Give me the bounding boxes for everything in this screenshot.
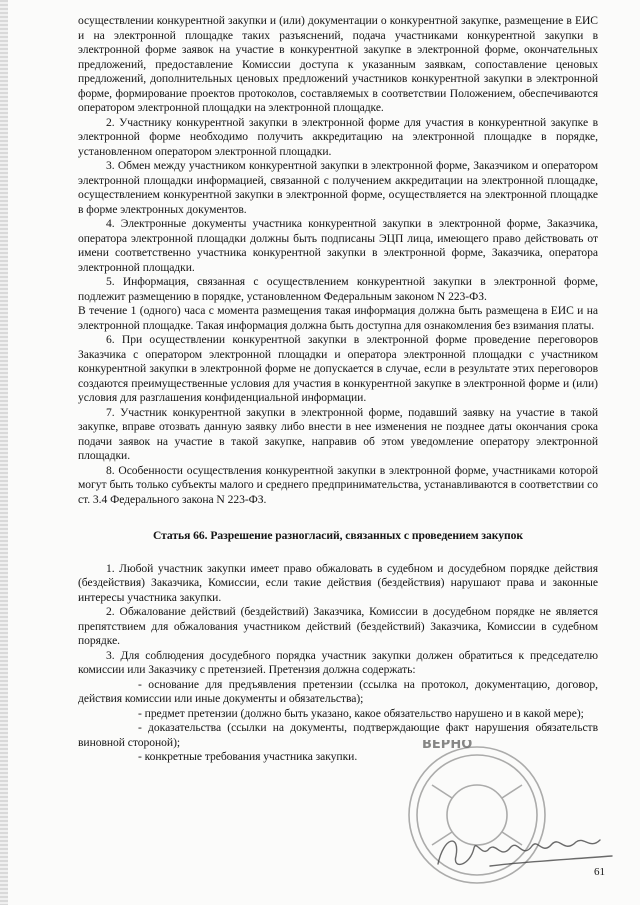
paragraph-12: 3. Для соблюдения досудебного порядка участник закупки должен обратиться к председателю комиссии или Заказчику с претензией. Претензия должна содержать: — [78, 648, 598, 676]
list-item-subject: - предмет претензии (должно быть указано, какое обязательство нарушено и в какой мере); — [138, 706, 584, 720]
paragraph-1: 2. Участнику конкурентной закупки в электронной форме для участия в конкурентной закупке в электронной форме необходимо получить аккредитацию на электронной площадке в порядке, установленном оператором электронной площадки. — [78, 115, 598, 158]
paragraph-10: 1. Любой участник закупки имеет право обжаловать в судебном и досудебном порядке действия (бездействия) Заказчика, Комиссии, если такие действия (бездействия) нарушают права и законные интересы участника закупки. — [78, 561, 598, 604]
paragraph-6: 6. При осуществлении конкурентной закупки в электронной форме проведение переговоров Заказчика с оператором электронной площадки и оператора электронной площадки с участником конкурентной закупки в электронной форме не допускается в случае, если в результате этих переговоров создаются преимущественные условия для участия в конкурентной закупке в электронной форме и (или) условия для разглашения конфиденциальной информации. — [78, 333, 598, 404]
paragraph-8: 8. Особенности осуществления конкурентной закупки в электронной форме, участниками которой могут быть только субъекты малого и среднего предпринимательства, устанавливаются в соответствии со ст. 3.4 Федерального закона N 223-ФЗ. — [78, 463, 598, 506]
paragraph-3: 4. Электронные документы участника конкурентной закупки в электронной форме, Заказчика, оператора электронной площадки должны быть подписаны ЭЦП лица, имеющего право действовать от имени соответственно участника конкурентной закупки в электронной форме, Заказчика, оператора электронной площадки. — [78, 217, 598, 274]
paragraph-4: 5. Информация, связанная с осуществлением конкурентной закупки в электронной форме, подлежит размещению в порядке, установленном Федеральным законом N 223-ФЗ. — [78, 275, 598, 303]
list-item-requirements: - конкретные требования участника закупки. — [138, 750, 358, 763]
paragraph-0: осуществлении конкурентной закупки и (или) документации о конкурентной закупке, размещение в ЕИС и на электронной площадке таких разъяснений, подача участниками конкурентной закупки в электронной форме заявок на участие в конкурентной закупке в электронной форме, окончательных предложений, предоставление Комиссии доступа к указанным заявкам, сопоставление ценовых предложений, дополнительных ценовых предложений участников конкурентной закупки в электронной форме, формирование проектов протоколов, составляемых в соответствии Положением, обеспечиваются оператором электронной площадки на электронной площадке. — [78, 14, 598, 114]
scan-edge-strip — [0, 0, 8, 905]
list-item-evidence: - доказательства (ссылки на документы, подтверждающие факт нарушения обязательств виновной стороной); — [78, 721, 598, 749]
paragraph-2: 3. Обмен между участником конкурентной закупки в электронной форме, Заказчиком и оператором электронной площадки информацией, связанной с получением аккредитации на электронной площадке, осуществлением конкурентной закупки в электронной форме, осуществляется на электронной площадке в форме электронных документов. — [78, 159, 598, 216]
article-title: Статья 66. Разрешение разногласий, связанных с проведением закупок — [152, 529, 524, 542]
page-number: 61 — [594, 866, 605, 878]
paragraph-11: 2. Обжалование действий (бездействий) Заказчика, Комиссии в досудебном порядке не является препятствием для обжалования участником действий (бездействий) Заказчика, Комиссии в судебном порядке. — [78, 605, 598, 647]
stamp-word: ВЕРНО — [422, 740, 473, 752]
paragraph-7: 7. Участник конкурентной закупки в электронной форме, подавший заявку на участие в такой закупке, вправе отозвать данную заявку либо внести в нее изменения не позднее даты окончания срока подачи заявок на участие в такой закупке, направив об этом уведомление оператору электронной площадки. — [78, 405, 598, 462]
list-item-basis: - основание для предъявления претензии (ссылка на протокол, документацию, договор, действия комиссии или иные документы и обязательства); — [78, 677, 598, 705]
signature-icon — [430, 826, 620, 876]
paragraph-5: В течение 1 (одного) часа с момента размещения такая информация должна быть размещена в ЕИС и на электронной площадке. Такая информация должна быть доступна для ознакомления без взимания платы. — [78, 304, 598, 332]
document-page — [78, 14, 598, 765]
